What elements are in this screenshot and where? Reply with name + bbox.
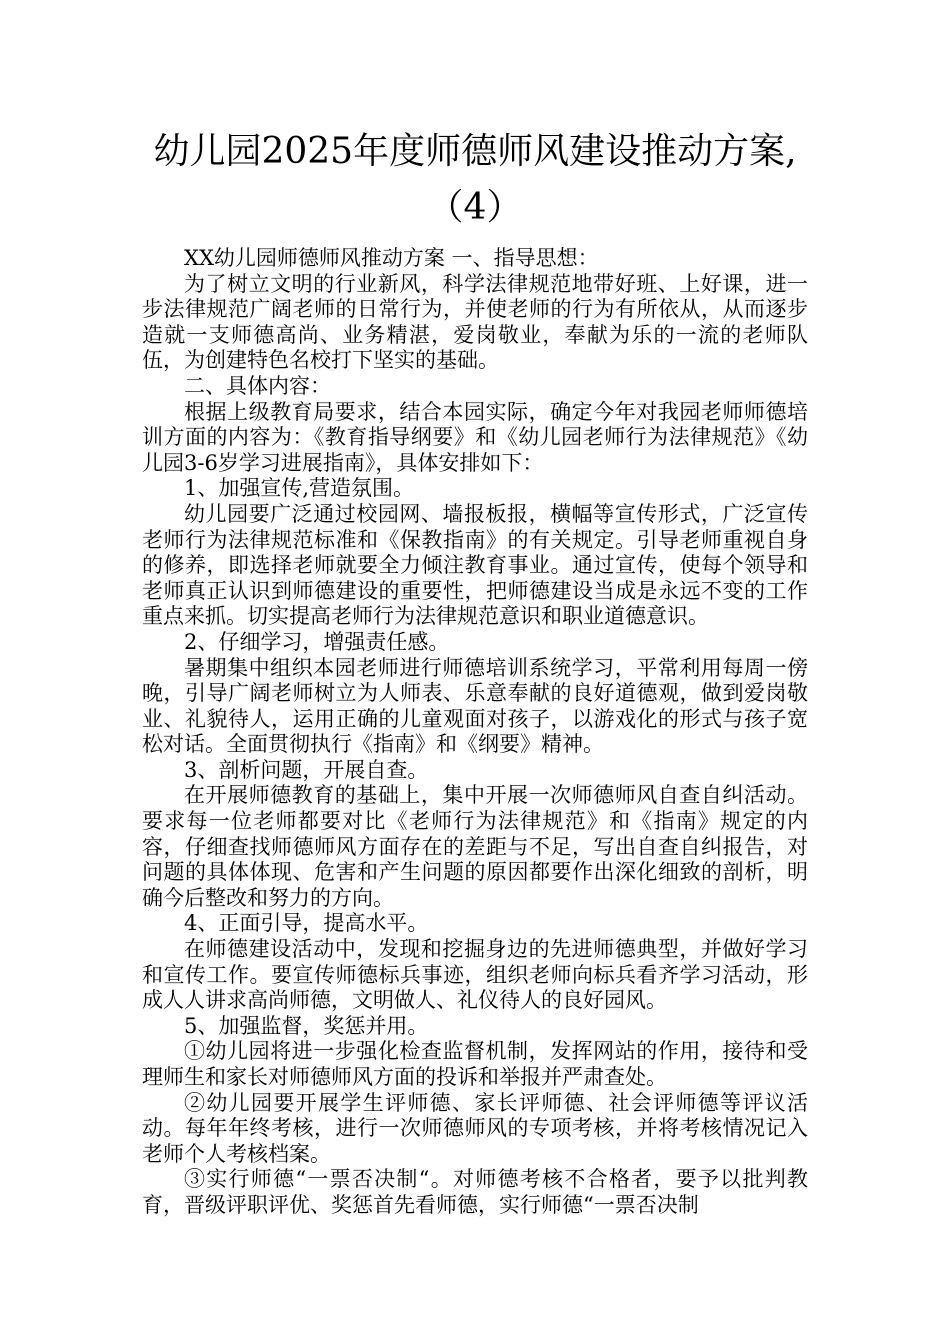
sub-item-paragraph-3: ③实行师德“一票否决制“。对师德考核不合格者，要予以批判教育，晋级评职评优、奖惩首先看师德，实行师德“一票否决制 bbox=[142, 1167, 808, 1217]
item-heading-1: 1、加强宣传,营造氛围。 bbox=[184, 476, 415, 501]
item-paragraph-2: 暑期集中组织本园老师进行师德培训系统学习，平常利用每周一傍晚，引导广阔老师树立为人师表、乐意奉献的良好道德观，做到爱岗敬业、礼貌待人，运用正确的儿童观面对孩子，以游戏化的形式与孩子宽松对话。全面贯彻执行《指南》和《纲要》精神。 bbox=[142, 655, 808, 757]
item-heading-5: 5、加强监督，奖惩并用。 bbox=[184, 1013, 429, 1038]
guiding-thought-paragraph: 为了树立文明的行业新风，科学法律规范地带好班、上好课，进一步法律规范广阔老师的日常行为，并使老师的行为有所依从，从而逐步造就一支师德高尚、业务精湛，爱岗敬业，奉献为乐的一流的老师队伍，为创建特色名校打下坚实的基础。 bbox=[142, 271, 808, 373]
title-line-2: （4） bbox=[427, 187, 523, 228]
sub-item-paragraph-1: ①幼儿园将进一步强化检查监督机制，发挥网站的作用，接待和受理师生和家长对师德师风方面的投诉和举报并严肃查处。 bbox=[142, 1039, 808, 1089]
title-line-1: 幼儿园2025年度师德师风建设推动方案, bbox=[153, 131, 797, 172]
item-heading-3: 3、剖析问题，开展自查。 bbox=[184, 757, 429, 782]
item-heading-2: 2、仔细学习，增强责任感。 bbox=[184, 629, 450, 654]
document-title bbox=[110, 124, 840, 236]
document-body bbox=[142, 246, 808, 1219]
item-heading-4: 4、正面引导，提高水平。 bbox=[184, 911, 429, 936]
item-paragraph-3: 在开展师德教育的基础上，集中开展一次师德师风自查自纠活动。要求每一位老师都要对比《老师行为法律规范》和《指南》规定的内容，仔细查找师德师风方面存在的差距与不足，写出自查自纠报告，对问题的具体体现、危害和产生问题的原因都要作出深化细致的剖析，明确今后整改和努力的方向。 bbox=[142, 783, 808, 910]
sub-item-paragraph-2: ②幼儿园要开展学生评师德、家长评师德、社会评师德等评议活动。每年年终考核，进行一次师德师风的专项考核，并将考核情况记入老师个人考核档案。 bbox=[142, 1090, 808, 1166]
item-paragraph-1: 幼儿园要广泛通过校园网、墙报板报，横幅等宣传形式，广泛宣传老师行为法律规范标准和《保教指南》的有关规定。引导老师重视自身的修养，即选择老师就要全力倾注教育事业。通过宣传，使每个领导和老师真正认识到师德建设的重要性，把师德建设当成是永远不变的工作重点来抓。切实提高老师行为法律规范意识和职业道德意识。 bbox=[142, 501, 808, 629]
intro-heading: XX幼儿园师德师风推动方案 一、指导思想： bbox=[184, 246, 599, 270]
item-paragraph-4: 在师德建设活动中，发现和挖掘身边的先进师德典型，并做好学习和宣传工作。要宣传师德标兵事迹，组织老师向标兵看齐学习活动，形成人人讲求高尚师德，文明做人、礼仪待人的良好园风。 bbox=[142, 937, 808, 1013]
content-intro-paragraph: 根据上级教育局要求，结合本园实际，确定今年对我园老师师德培训方面的内容为：《教育指导纲要》和《幼儿园老师行为法律规范》《幼儿园3-6岁学习进展指南》，具体安排如下： bbox=[142, 399, 808, 475]
section-heading-content: 二、具体内容： bbox=[184, 373, 331, 398]
